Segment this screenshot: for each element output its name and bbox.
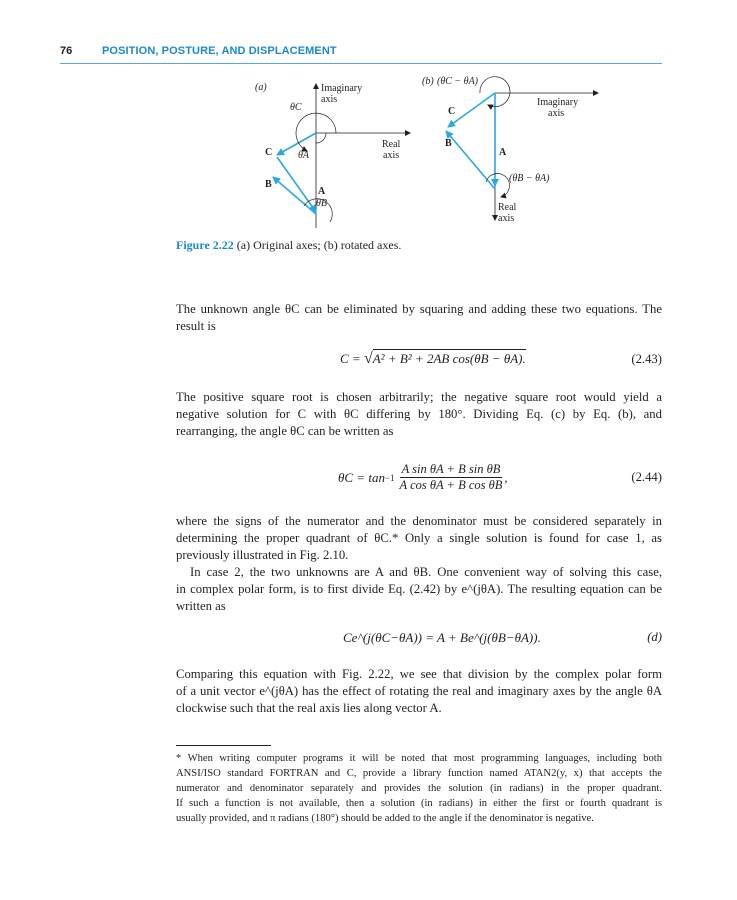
equation-d: Ce^(j(θC−θA)) = A + Be^(j(θB−θA)). [343,630,541,645]
footnote-rule [176,745,271,746]
footnote-line-4: If such a function is not available, then a solution (in radians) in either the first or fourth quadrant is [176,798,662,809]
equation-2-43-number: (2.43) [631,352,662,366]
panel-a-theta-c: θC [290,102,302,113]
para-2-line-3: rearranging, the angle θC can be written as [176,424,394,438]
panel-b-label-a: A [499,147,507,158]
panel-b-label: (b) [422,76,434,87]
panel-a-theta-a: θA [298,150,310,161]
panel-a-label-a: A [318,186,326,197]
panel-b-side-angle: (θB − θA) [509,173,550,184]
footnote-line-1: * When writing computer programs it will be noted that most programming languages, including both [176,753,662,764]
panel-a-theta-a-arc [316,133,326,143]
equation-2-43 [340,350,526,368]
figure-caption-text: (a) Original axes; (b) rotated axes. [236,238,402,252]
para-5-line-3: clockwise such that the real axis lies along vector A. [176,701,442,715]
panel-b-label-b: B [445,138,452,149]
equation-2-43-radicand: A² + B² + 2AB cos(θB − θA). [372,351,526,366]
panel-a-real-label-1: Real [382,139,401,150]
equation-2-44-comma: , [504,469,508,485]
panel-b-label-c: C [448,106,456,117]
equation-2-44-left: θC = tan [338,469,385,485]
panel-a [255,82,410,228]
panel-a-label-c: C [265,147,273,158]
page-number: 76 [60,45,73,57]
panel-b-side-arc [486,174,509,197]
panel-b-real-label-1: Real [498,202,517,213]
equation-2-44 [338,462,508,493]
equation-2-44-denominator: A cos θA + B cos θB [399,478,503,492]
panel-a-imag-label-2: axis [321,94,338,105]
equation-d-number: (d) [647,630,662,644]
para-2-line-1: The positive square root is chosen arbitrarily; the negative square root would yield a [176,390,662,404]
para-3-line-2: determining the proper quadrant of θC.* Only a single solution is found for case 1, as [176,531,662,545]
equation-2-44-sup: −1 [384,472,395,483]
para-2-line-2: negative solution for C with θC differing by 180°. Dividing Eq. (c) by Eq. (b), and [176,407,662,421]
footnote-line-3: numerator and denominator separately and provides the solution (in radians) in the proper quadrant. [176,783,662,794]
para-3-line-3: previously illustrated in Fig. 2.10. [176,548,349,562]
footnote-line-2: ANSI/ISO standard FORTRAN and C, provide a library function named ATAN2(y, x) that accepts the [176,768,662,779]
panel-b [422,76,598,224]
panel-a-label-b: B [265,179,272,190]
panel-b-imag-label-1: Imaginary [537,97,579,108]
footnote-line-5: usually provided, and π radians (180°) should be added to the angle if the denominator is negative. [176,813,594,824]
para-4-line-2: in complex polar form, is to first divide Eq. (2.42) by e^(jθA). The resulting equation can be [176,582,662,596]
equation-2-44-fraction [398,462,508,493]
panel-b-imag-label-2: axis [548,108,565,119]
panel-a-label: (a) [255,82,267,93]
figure-2-22 [0,0,737,240]
panel-b-top-angle: (θC − θA) [437,76,479,87]
figure-caption [176,238,401,253]
panel-a-real-label-2: axis [383,150,400,161]
para-1-line-1: The unknown angle θC can be eliminated by squaring and adding these two equations. The [176,302,662,316]
para-5-line-2: of a unit vector e^(jθA) has the effect of rotating the real and imaginary axes by the angle θA [176,684,662,698]
equation-2-44-numerator: A sin θA + B sin θB [401,462,501,476]
panel-a-imag-label-1: Imaginary [321,83,363,94]
figure-caption-label: Figure 2.22 [176,238,234,252]
para-1-line-2: result is [176,319,216,333]
panel-b-real-label-2: axis [498,213,515,224]
panel-b-vector-b [446,131,495,189]
equation-2-43-left: C = [340,351,364,366]
para-5-line-1: Comparing this equation with Fig. 2.22, we see that division by the complex polar form [176,667,662,681]
sqrt-symbol: √ [363,350,373,367]
para-4-line-3: written as [176,599,226,613]
chapter-title: POSITION, POSTURE, AND DISPLACEMENT [102,45,337,57]
panel-a-theta-b: θB [316,198,328,209]
para-3-line-1: where the signs of the numerator and the denominator must be considered separately in [176,514,662,528]
equation-2-44-number: (2.44) [631,470,662,484]
para-4-line-1: In case 2, the two unknowns are A and θB. One convenient way of solving this case, [190,565,662,579]
